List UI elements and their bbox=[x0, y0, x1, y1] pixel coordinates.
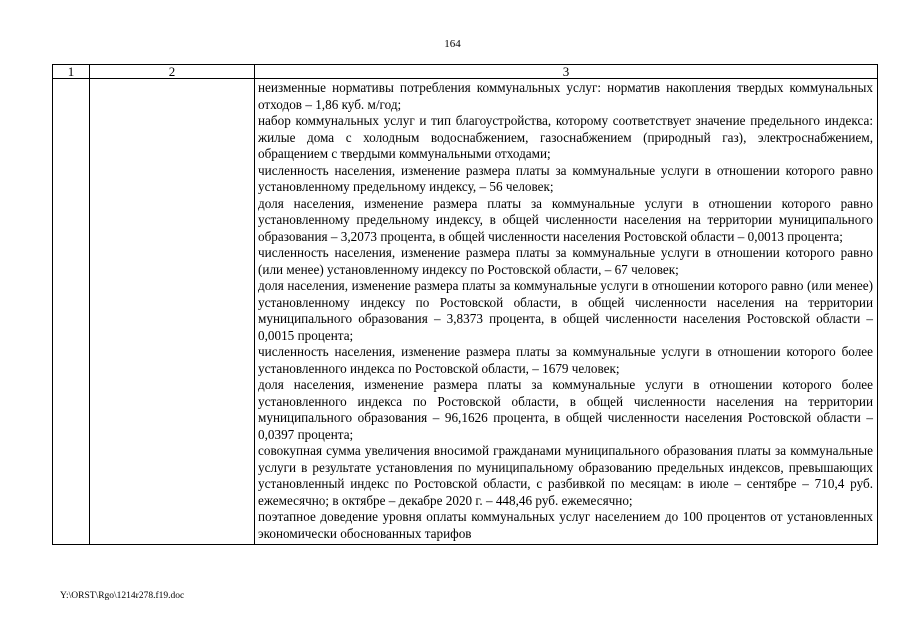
table-row bbox=[53, 79, 878, 545]
paragraph: численность населения, изменение размера платы за коммунальные услуги в отношении которого равно установленному предельному индексу, – 56 человек; bbox=[258, 162, 873, 194]
paragraph: поэтапное доведение уровня оплаты коммунальных услуг населением до 100 процентов от установленных экономически обоснованных тарифов bbox=[258, 509, 873, 541]
paragraph: доля населения, изменение размера платы за коммунальные услуги в отношении которого более установленного индекса по Ростовской области, в общей численности населения на территории муниципального образования – 96,1626 процента, в общей численности населения Ростовской области – 0,0397 процента; bbox=[258, 377, 873, 442]
column-header-1: 1 bbox=[53, 65, 90, 79]
column-header-2: 2 bbox=[90, 65, 255, 79]
paragraph: набор коммунальных услуг и тип благоустройства, которому соответствует значение предельного индекса: жилые дома с холодным водоснабжением, газоснабжением (природный газ), электроснабжением, обращением с твердыми коммунальными отходами; bbox=[258, 113, 873, 161]
column-header-3: 3 bbox=[255, 65, 878, 79]
table-cell-col3 bbox=[255, 79, 878, 545]
paragraph: доля населения, изменение размера платы за коммунальные услуги в отношении которого равно установленному предельному индексу, в общей численности населения на территории муниципального образования – 3,2073 процента, в общей численности населения Ростовской области – 0,0013 процента; bbox=[258, 195, 873, 244]
paragraph: совокупная сумма увеличения вносимой гражданами муниципального образования платы за коммунальные услуги в результате установления по муниципальному образованию предельных индексов, превышающих установленный индекс по Ростовской области, с разбивкой по месяцам: в июле – сентябре – 710,4 руб. ежемесячно; в октябре – декабре 2020 г. – 448,46 руб. ежемесячно; bbox=[258, 443, 873, 508]
table-cell-col1 bbox=[53, 79, 90, 545]
table-header-row bbox=[53, 65, 878, 79]
document-table bbox=[52, 64, 878, 545]
footer-file-path: Y:\ORST\Rgo\1214r278.f19.doc bbox=[60, 591, 185, 601]
paragraph: численность населения, изменение размера платы за коммунальные услуги в отношении которого равно (или менее) установленному индексу по Ростовской области, – 67 человек; bbox=[258, 245, 873, 277]
paragraph: неизменные нормативы потребления коммунальных услуг: норматив накопления твердых коммунальных отходов – 1,86 куб. м/год; bbox=[258, 80, 873, 112]
table-cell-col2 bbox=[90, 79, 255, 545]
paragraph: численность населения, изменение размера платы за коммунальные услуги в отношении которого более установленного индекса по Ростовской области, – 1679 человек; bbox=[258, 344, 873, 376]
page-number: 164 bbox=[444, 38, 461, 50]
paragraph: доля населения, изменение размера платы за коммунальные услуги в отношении которого равно (или менее) установленному индексу по Ростовской области, в общей численности населения на территории муниципального образования – 3,8373 процента, в общей численности населения Ростовской области – 0,0015 процента; bbox=[258, 278, 873, 343]
